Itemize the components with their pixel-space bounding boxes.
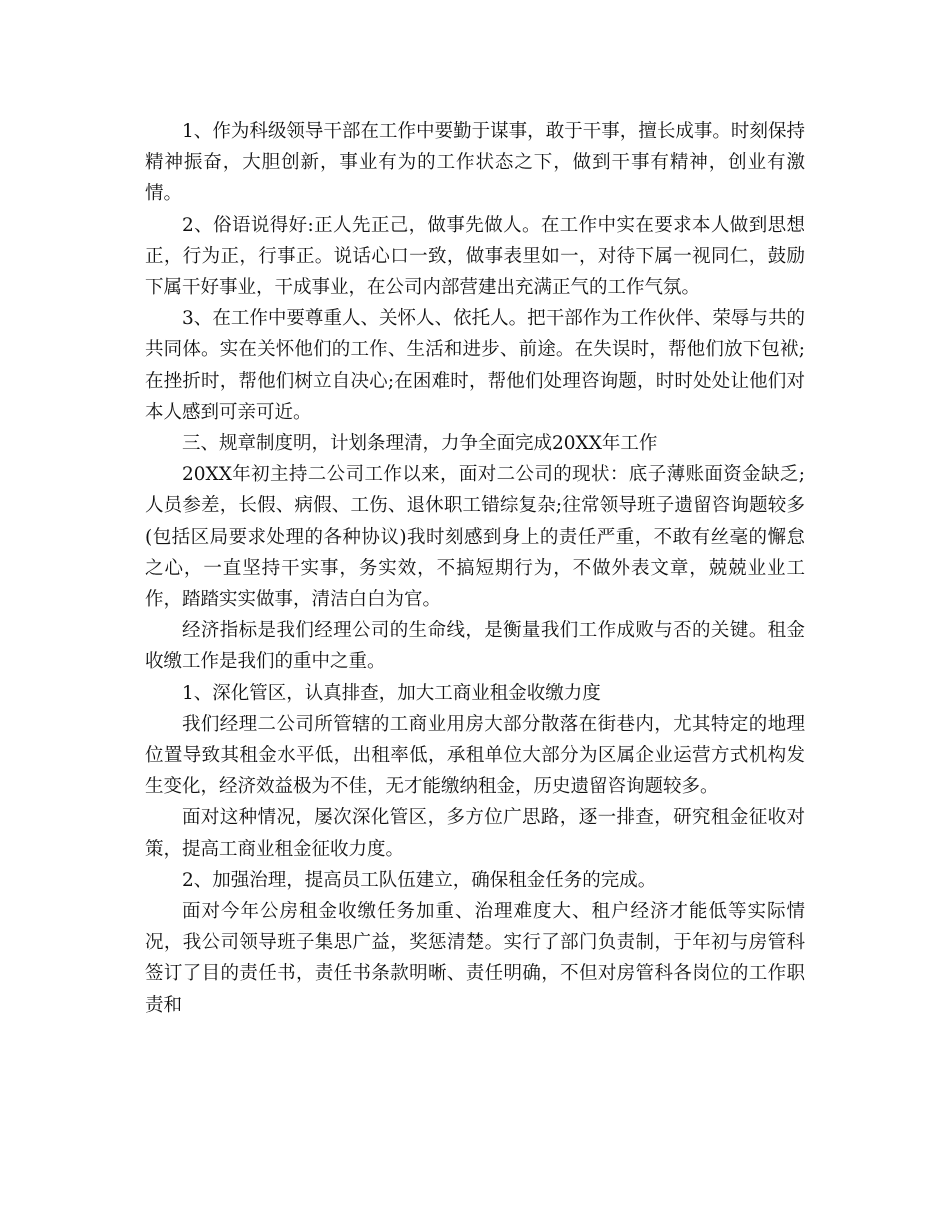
paragraph-9: 面对这种情况，屡次深化管区，多方位广思路，逐一排查，研究租金征收对策，提高工商业租金征收力度。 — [145, 807, 805, 860]
paragraph-11: 面对今年公房租金收缴任务加重、治理难度大、租户经济才能低等实际情况，我公司领导班子集思广益，奖惩清楚。实行了部门负责制，于年初与房管科签订了目的责任书，责任书条款明晰、责任明确，不但对房管科各岗位的工作职责和 — [145, 901, 805, 1016]
section-heading-3: 三、规章制度明，计划条理清，力争全面完成20XX年工作 — [182, 433, 658, 455]
subheading-2: 2、加强治理，提高员工队伍建立，确保租金任务的完成。 — [182, 869, 657, 891]
paragraph-6: 经济指标是我们经理公司的生命线，是衡量我们工作成败与否的关键。租金收缴工作是我们的重中之重。 — [145, 620, 805, 673]
subheading-1: 1、深化管区，认真排查，加大工商业租金收缴力度 — [182, 682, 601, 704]
paragraph-3: 3、在工作中要尊重人、关怀人、依托人。把干部作为工作伙伴、荣辱与共的共同体。实在关怀他们的工作、生活和进步、前途。在失误时，帮他们放下包袱;在挫折时，帮他们树立自决心;在困难时，帮他们处理咨询题，时时处处让他们对本人感到可亲可近。 — [145, 308, 805, 423]
paragraph-5: 20XX年初主持二公司工作以来，面对二公司的现状：底子薄账面资金缺乏;人员参差，长假、病假、工伤、退休职工错综复杂;往常领导班子遗留咨询题较多(包括区局要求处理的各种协议)我时刻感到身上的责任严重，不敢有丝毫的懈怠之心，一直坚持干实事，务实效，不搞短期行为，不做外表文章，兢兢业业工作，踏踏实实做事，清洁白白为官。 — [145, 464, 805, 611]
paragraph-2: 2、俗语说得好:正人先正己，做事先做人。在工作中实在要求本人做到思想正，行为正，行事正。说话心口一致，做事表里如一，对待下属一视同仁，鼓励下属干好事业，干成事业，在公司内部营建出充满正气的工作气氛。 — [145, 214, 805, 299]
paragraph-1: 1、作为科级领导干部在工作中要勤于谋事，敢于干事，擅长成事。时刻保持精神振奋，大胆创新，事业有为的工作状态之下，做到干事有精神，创业有激情。 — [145, 121, 805, 205]
document-body — [145, 116, 805, 1021]
paragraph-8: 我们经理二公司所管辖的工商业用房大部分散落在街巷内，尤其特定的地理位置导致其租金水平低，出租率低，承租单位大部分为区属企业运营方式机构发生变化，经济效益极为不佳，无才能缴纳租金，历史遗留咨询题较多。 — [145, 713, 805, 798]
